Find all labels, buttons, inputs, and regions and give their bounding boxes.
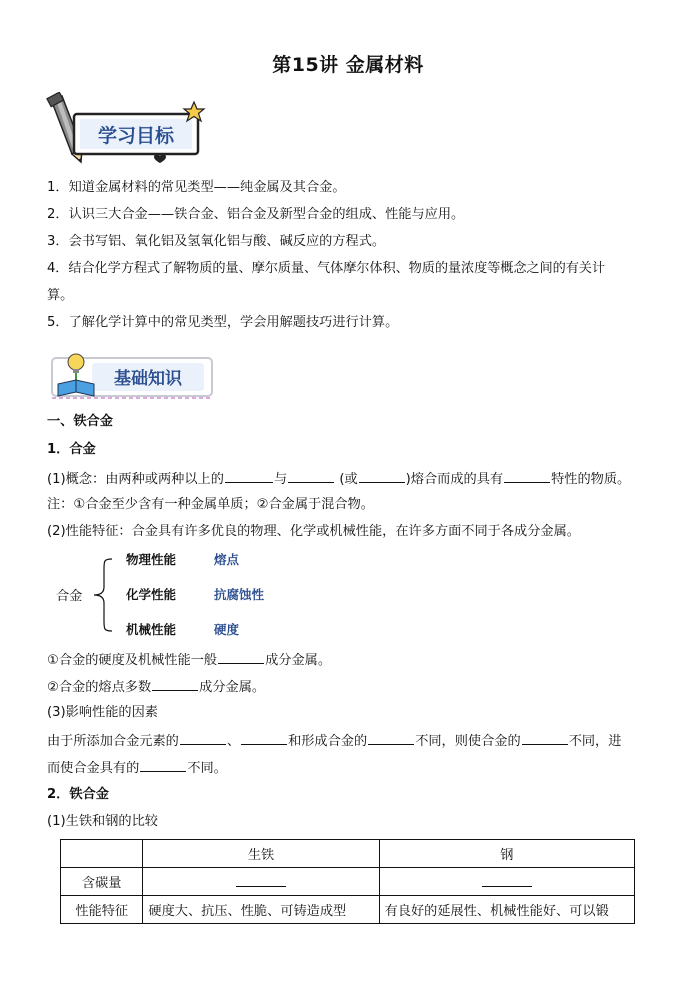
diagram-root: 合金 bbox=[56, 589, 83, 604]
study-goals-badge: 学习目标 bbox=[97, 125, 175, 147]
blank[interactable] bbox=[218, 650, 264, 664]
blank[interactable] bbox=[368, 731, 414, 745]
goal-item-4: 4．结合化学方程式了解物质的量、摩尔质量、气体摩尔体积、物质的量浓度等概念之间的有关计 bbox=[47, 261, 605, 276]
heading-iron-alloy: 一、铁合金 bbox=[47, 414, 113, 429]
factor-title: (3)影响性能的因素 bbox=[47, 705, 158, 720]
sub-heading-iron-alloy: 2．铁合金 bbox=[47, 787, 109, 802]
blank[interactable] bbox=[180, 731, 226, 745]
concept-line: (1)概念：由两种或两种以上的 与 (或 )熔合而成的具有 特性的物质。 bbox=[47, 469, 630, 489]
table-row bbox=[61, 840, 635, 868]
point-2: ②合金的熔点多数 成分金属。 bbox=[47, 677, 265, 697]
basic-knowledge-banner bbox=[48, 350, 218, 406]
diagram-value-hardness: 硬度 bbox=[214, 622, 240, 637]
blank[interactable] bbox=[522, 731, 568, 745]
study-goals-banner bbox=[44, 92, 212, 172]
property-line: (2)性能特征：合金具有许多优良的物理、化学或机械性能，在许多方面不同于各成分金属。 bbox=[47, 524, 580, 539]
table-cell bbox=[379, 868, 634, 896]
table-cell: 硬度大、抗压、性脆、可铸造成型 bbox=[143, 896, 379, 924]
blank[interactable] bbox=[482, 873, 532, 887]
blank[interactable] bbox=[225, 469, 273, 483]
goal-item-2: 2．认识三大合金——铁合金、铝合金及新型合金的组成、性能与应用。 bbox=[47, 207, 465, 222]
blank[interactable] bbox=[359, 469, 405, 483]
factor-line-1: 由于所添加合金元素的 、 和形成合金的 不同，则使合金的 不同，进 bbox=[47, 731, 621, 751]
point-1: ①合金的硬度及机械性能一般 成分金属。 bbox=[47, 650, 331, 670]
table-row bbox=[61, 868, 635, 896]
table-cell: 有良好的延展性、机械性能好、可以锻 bbox=[379, 896, 634, 924]
diagram-label-chemical: 化学性能 bbox=[126, 587, 177, 602]
sub-heading-alloy: 1．合金 bbox=[47, 442, 96, 457]
table-row bbox=[61, 896, 635, 924]
table-label-performance: 性能特征 bbox=[61, 896, 143, 924]
table-cell bbox=[61, 840, 143, 868]
brace-icon bbox=[90, 557, 116, 633]
page-title: 第15讲 金属材料 bbox=[272, 54, 424, 76]
table-label-carbon: 含碳量 bbox=[61, 868, 143, 896]
compare-title: (1)生铁和钢的比较 bbox=[47, 814, 158, 829]
diagram-value-corrosion: 抗腐蚀性 bbox=[214, 587, 265, 602]
table-header-pig-iron: 生铁 bbox=[143, 840, 379, 868]
diagram-value-melting-point: 熔点 bbox=[214, 552, 240, 567]
diagram-label-physical: 物理性能 bbox=[126, 552, 177, 567]
diagram-label-mechanical: 机械性能 bbox=[126, 622, 177, 637]
table-header-steel: 钢 bbox=[379, 840, 634, 868]
goal-item-3: 3．会书写铝、氧化铝及氢氧化铝与酸、碱反应的方程式。 bbox=[47, 234, 386, 249]
blank[interactable] bbox=[140, 758, 186, 772]
pig-iron-steel-table bbox=[60, 839, 635, 924]
heart-icon bbox=[154, 154, 166, 163]
basic-knowledge-badge: 基础知识 bbox=[114, 369, 182, 389]
note-line: 注：①合金至少含有一种金属单质；②合金属于混合物。 bbox=[47, 497, 374, 512]
factor-line-2: 而使合金具有的 不同。 bbox=[47, 758, 227, 778]
goal-item-5: 5．了解化学计算中的常见类型，学会用解题技巧进行计算。 bbox=[47, 315, 399, 330]
goal-item-4-cont: 算。 bbox=[47, 288, 74, 303]
blank[interactable] bbox=[504, 469, 550, 483]
table-cell bbox=[143, 868, 379, 896]
blank[interactable] bbox=[288, 469, 334, 483]
blank[interactable] bbox=[236, 873, 286, 887]
blank[interactable] bbox=[241, 731, 287, 745]
goal-item-1: 1．知道金属材料的常见类型——纯金属及其合金。 bbox=[47, 180, 346, 195]
blank[interactable] bbox=[152, 677, 198, 691]
